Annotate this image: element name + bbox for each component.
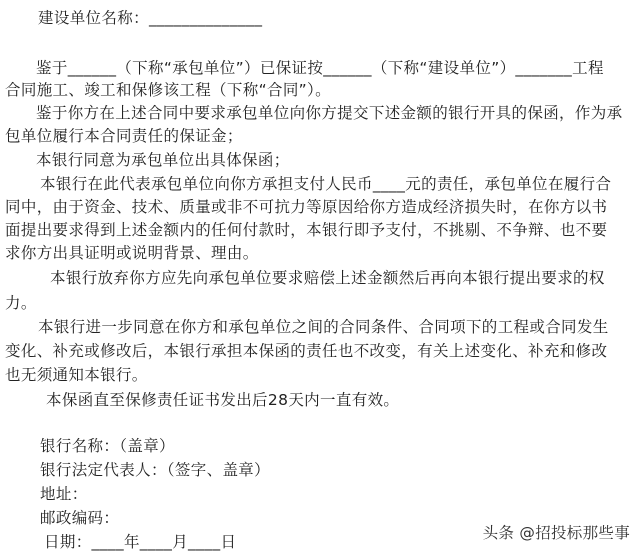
paragraph-liability-line-1: 本银行在此代表承包单位向你方承担支付人民币____元的责任，承包单位在履行合 [40,175,612,193]
bank-name-field: 银行名称：（盖章） [40,437,175,455]
paragraph-validity-line-1: 本保函直至保修责任证书发出后28天内一直有效。 [46,391,400,409]
paragraph-changes-line-2: 变化、补充或修改后，本银行承担本保函的责任也不改变，有关上述变化、补充和修改 [5,342,608,360]
paragraph-changes-line-3: 也无须通知本银行。 [5,366,148,384]
date-field: 日期：____年____月____日 [44,533,237,551]
postal-code-field: 邮政编码： [40,509,120,527]
paragraph-request-line-2: 包单位履行本合同责任的保证金； [5,127,243,145]
paragraph-waiver-line-1: 本银行放弃你方应先向承包单位要求赔偿上述金额然后再向本银行提出要求的权 [50,269,605,287]
paragraph-liability-line-4: 求你方出具证明或说明背景、理由。 [5,244,259,262]
legal-representative-field: 银行法定代表人：（签字、盖章） [40,461,271,479]
paragraph-liability-line-3: 面提出要求得到上述金额内的任何付款时，本银行即予支付，不挑剔、不争辩、也不要 [5,221,608,239]
paragraph-preamble-line-1: 鉴于______（下称“承包单位”）已保证按______（下称“建设单位”）_______工程 [36,59,604,77]
paragraph-agreement-line-1: 本银行同意为承包单位出具体保函； [36,151,290,169]
address-field: 地址： [40,485,88,503]
paragraph-liability-line-2: 同中，由于资金、技术、质量或非不可抗力等原因给你方造成经济损失时，在你方以书 [5,198,608,216]
paragraph-preamble-line-2: 合同施工、竣工和保修该工程（下称“合同”）。 [5,81,332,99]
watermark-text: 头条 @招投标那些事 [482,524,630,542]
paragraph-changes-line-1: 本银行进一步同意在你方和承包单位之间的合同条件、合同项下的工程或合同发生 [38,318,609,336]
paragraph-waiver-line-2: 力。 [5,294,37,312]
recipient-line: 建设单位名称：______________ [38,9,263,27]
paragraph-request-line-1: 鉴于你方在上述合同中要求承包单位向你方提交下述金额的银行开具的保函，作为承 [36,104,623,122]
